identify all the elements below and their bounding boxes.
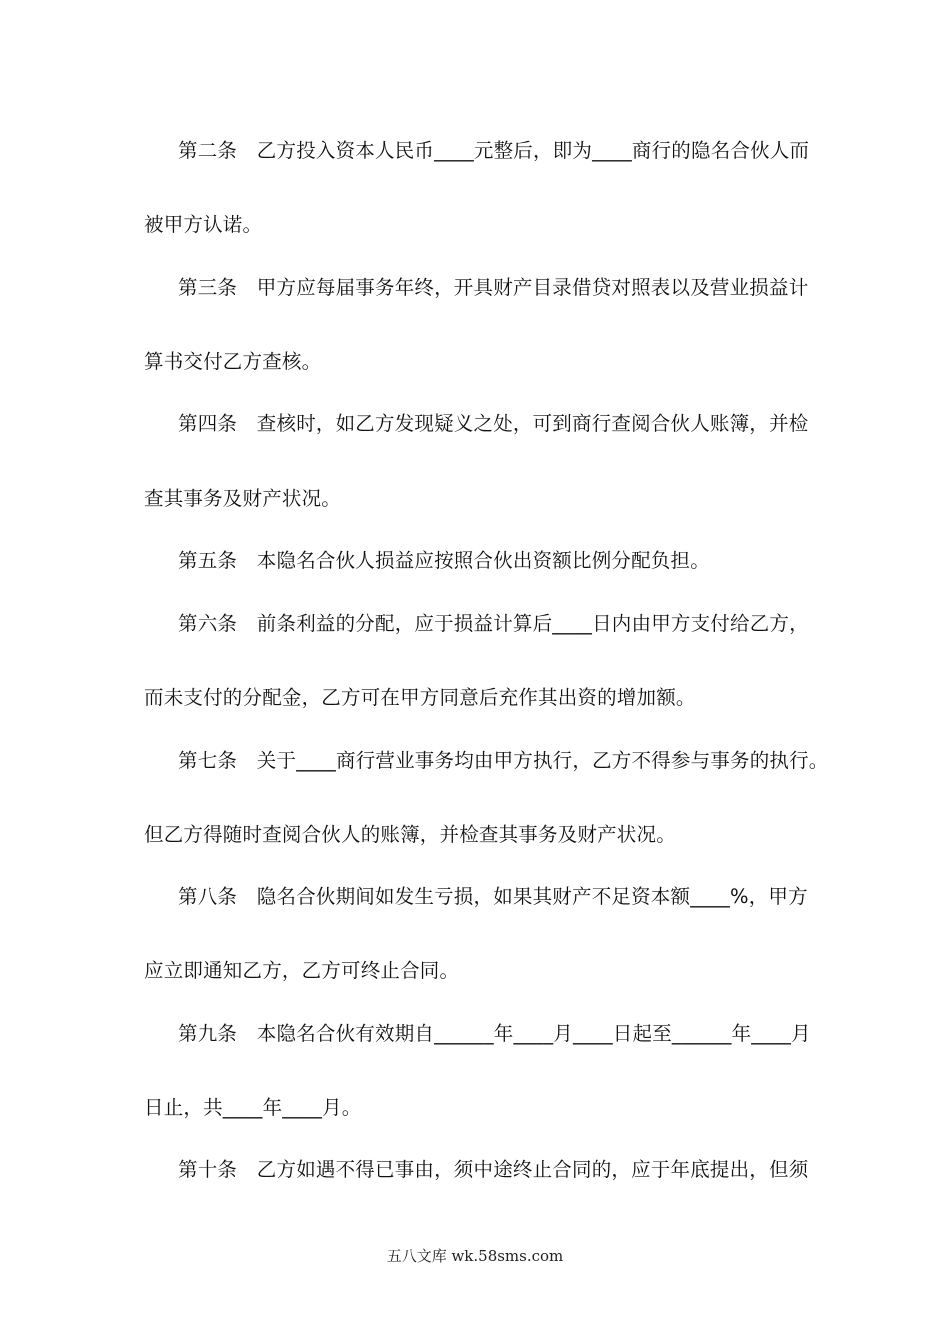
clause-3-line-2: 算书交付乙方查核。	[144, 350, 322, 373]
clause-2-line-1: 第二条 乙方投入资本人民币____元整后，即为____商行的隐名合伙人而	[178, 139, 810, 162]
clause-6-line-2: 而未支付的分配金，乙方可在甲方同意后充作其出资的增加额。	[144, 686, 696, 709]
footer-watermark: 五八文库 wk.58sms.com	[386, 1247, 564, 1265]
clause-4-line-2: 查其事务及财产状况。	[144, 487, 342, 510]
clause-3-line-1: 第三条 甲方应每届事务年终，开具财产目录借贷对照表以及营业损益计	[178, 276, 809, 299]
clause-7-line-2: 但乙方得随时查阅合伙人的账簿，并检查其事务及财产状况。	[144, 823, 676, 846]
clause-2-line-2: 被甲方认诺。	[144, 213, 263, 236]
clause-8-line-1: 第八条 隐名合伙期间如发生亏损，如果其财产不足资本额____%，甲方	[178, 885, 808, 908]
clause-9-line-1: 第九条 本隐名合伙有效期自______年____月____日起至______年____月	[178, 1022, 811, 1045]
clause-5-line-1: 第五条 本隐名合伙人损益应按照合伙出资额比例分配负担。	[178, 549, 710, 572]
clause-10-line-1: 第十条 乙方如遇不得已事由，须中途终止合同的，应于年底提出，但须	[178, 1158, 809, 1181]
clause-7-line-1: 第七条 关于____商行营业事务均由甲方执行，乙方不得参与事务的执行。	[178, 749, 829, 772]
clause-8-line-2: 应立即通知乙方，乙方可终止合同。	[144, 959, 460, 982]
clause-6-line-1: 第六条 前条利益的分配，应于损益计算后____日内由甲方支付给乙方，	[178, 612, 809, 635]
clause-9-line-2: 日止，共____年____月。	[144, 1096, 362, 1119]
clause-4-line-1: 第四条 查核时，如乙方发现疑义之处，可到商行查阅合伙人账簿，并检	[178, 412, 809, 435]
